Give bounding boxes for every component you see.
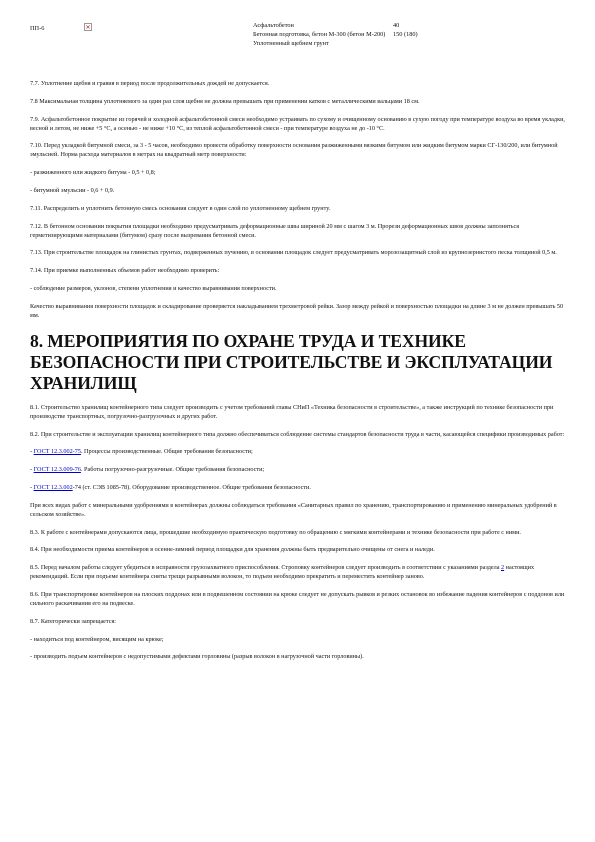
document-body — [30, 79, 568, 661]
section-heading: 8. МЕРОПРИЯТИЯ ПО ОХРАНЕ ТРУДА И ТЕХНИКЕ БЕЗОПАСНОСТИ ПРИ СТРОИТЕЛЬСТВЕ И ЭКСПЛУАТАЦИИ ХРАНИЛИЩ — [30, 330, 553, 393]
paragraph-7-9: 7.9. Асфальтобетонное покрытие из горячей и холодной асфальтобетонной смеси необходимо устраивать по сухому и очищенному основанию в сухую погоду при температуре воздуха во время укладки, весной и летом, не ниже +5 °С, а осенью - не ниже +10 °С, из теплой асфальтобетонной смеси - при температуре воздуха не до -10 °С. — [30, 115, 565, 132]
gost-link[interactable]: ГОСТ 12.3.002-75 — [33, 448, 81, 456]
paragraph-8-3: 8.3. К работе с контейнерами допускаются лица, прошедшие необходимую практическую подготовку по обращению с мягкими контейнерами и технике безопасности при работе с ними. — [30, 528, 521, 536]
list-item: - соблюдение размеров, уклонов, степени уплотнения и качество выравнивания поверхности. — [30, 284, 277, 292]
paragraph-7-12: 7.12. В бетонном основании покрытия площадки необходимо предусматривать деформационные швы шириной 20 мм с шагом 3 м. Прорези деформационных швов должны заполняться герметизирующими материалами (битумом) сразу после вызревания бетонной смеси. — [30, 222, 520, 239]
list-item: - находиться под контейнером, висящим на крюке; — [30, 635, 164, 643]
paragraph-7-13: 7.13. При строительстве площадок на глинистых грунтах, подверженных пучению, в основании площадок следует предусматривать морозозащитный слой из крупнозернистого песка толщиной 0,5 м. — [30, 249, 557, 257]
broken-image-icon: × — [85, 23, 91, 31]
table-row — [253, 31, 418, 40]
gost-link[interactable]: ГОСТ 12.3.009-76 — [33, 466, 81, 474]
pavement-layers-table — [253, 22, 418, 50]
paragraph-8-5 — [30, 563, 568, 581]
list-item: - ГОСТ 12.3.002-74 (ст. СЭВ 1085-78). Оборудование производственное. Общие требования безопасности. — [30, 483, 311, 491]
gost-title: . Процессы производственные. Общие требования безопасности; — [80, 448, 253, 456]
paragraph-7-14: 7.14. При приемке выполненных объемов работ необходимо проверить: — [30, 267, 220, 275]
paragraph-7-10: 7.10. Перед укладкой битумной смеси, за 3 - 5 часов, необходимо провести обработку поверхности основания разжиженными вязкими битумом или жидким битумом марки СГ-130/200, или битумной эмульсией. Норма расхода материалов в метрах на квадратный метр поверхности: — [30, 142, 558, 159]
list-item: - битумной эмульсии - 0,6 + 0,9. — [30, 186, 115, 194]
paragraph-text: настоящих рекомендаций. Если при подъеме контейнера сняты трещи разрывными волокон, то подъем необходимо прекратить и переместить контейнер заново. — [30, 564, 535, 581]
table-row — [253, 22, 418, 31]
list-item: - ГОСТ 12.3.002-75. Процессы производственные. Общие требования безопасности; — [30, 448, 253, 456]
paragraph-7-8: 7.8 Максимальная толщина уплотняемого за один раз слоя щебня не должна превышать при применении катков с металлическими вальцами 18 см. — [30, 97, 420, 105]
paragraph-all-works: При всех видах работ с минеральными удобрениями в контейнерах должны соблюдаться требования «Санитарных правил по хранению, транспортированию и применению минеральных удобрений в сельском хозяйстве». — [30, 501, 557, 518]
paragraph-8-7: 8.7. Категорически запрещается: — [30, 617, 117, 625]
list-item: - разжиженного или жидкого битума - 0,5 + 0,8; — [30, 169, 156, 177]
layer-thickness — [393, 40, 418, 49]
layer-name: Асфальтобетон — [253, 22, 294, 29]
paragraph-quality: Качество выравнивания поверхности площадок и складирование проверяется накладыванием трехметровой рейки. Зазор между рейкой и поверхностью площадки на длине 3 м не должен превышать 50 мм. — [30, 302, 564, 319]
paragraph-7-11: 7.11. Распределить и уплотнить бетонную смесь основания следует в один слой по уплотненному щебнем грунту. — [30, 204, 331, 212]
layer-name: Уплотненный щебнем грунт — [253, 40, 329, 48]
table-row — [253, 40, 418, 49]
paragraph-8-1: 8.1. Строительство хранилищ контейнерного типа следует производить с учетом требований главы СНиП «Техника безопасности в строительстве», а также инструкций по технике безопасности при производстве транспортных, погрузочно-разгрузочных и других работ. — [30, 403, 554, 420]
paragraph-8-2: 8.2. При строительстве и эксплуатации хранилищ контейнерного типа должно обеспечиваться соблюдение системы стандартов безопасности труда в части, касающейся специфики производимых работ: — [30, 430, 565, 438]
layer-name: Бетонная подготовка, бетон М-300 (бетон М-200) — [253, 31, 386, 39]
gost-title: -74 (ст. СЭВ 1085-78). Оборудование производственное. Общие требования безопасности. — [72, 483, 311, 491]
section-link[interactable]: 2 — [501, 564, 505, 572]
layer-thickness: 150 (180) — [393, 31, 418, 39]
paragraph-8-4: 8.4. При необходимости приема контейнеров в осенне-зимний период площадки для хранения должны быть предварительно очищены от снега и наледи. — [30, 546, 435, 554]
gost-title: . Работы погрузочно-разгрузочные. Общие требования безопасности; — [80, 466, 265, 474]
list-item: - ГОСТ 12.3.009-76. Работы погрузочно-разгрузочные. Общие требования безопасности; — [30, 466, 265, 474]
list-item: - производить подъем контейнеров с недопустимыми дефектами горловины (разрыв волокон в нагрузочной части горловины). — [30, 653, 364, 661]
layer-thickness: 40 — [393, 22, 400, 29]
paragraph-7-7: 7.7. Уплотнение щебня и гравия в период после продолжительных дождей не допускается. — [30, 80, 270, 87]
paragraph-8-6: 8.6. При транспортировке контейнеров на плоских поддонах или в подвешенном состоянии на крюке следует не допускать рывков и резких остановок во избежание падения контейнеров с поддонов или сильного раскачивания его на подвеске. — [30, 590, 565, 607]
gost-link[interactable]: ГОСТ 12.3.002 — [33, 483, 73, 491]
paragraph-text: 8.5. Перед началом работы следует убедиться в исправности грузозахватного приспособления. Строповку контейнеров следует производить в соответствии с указаниями раздела — [30, 564, 501, 572]
page-header — [0, 22, 595, 68]
document-code: ПП-6 — [30, 25, 45, 32]
